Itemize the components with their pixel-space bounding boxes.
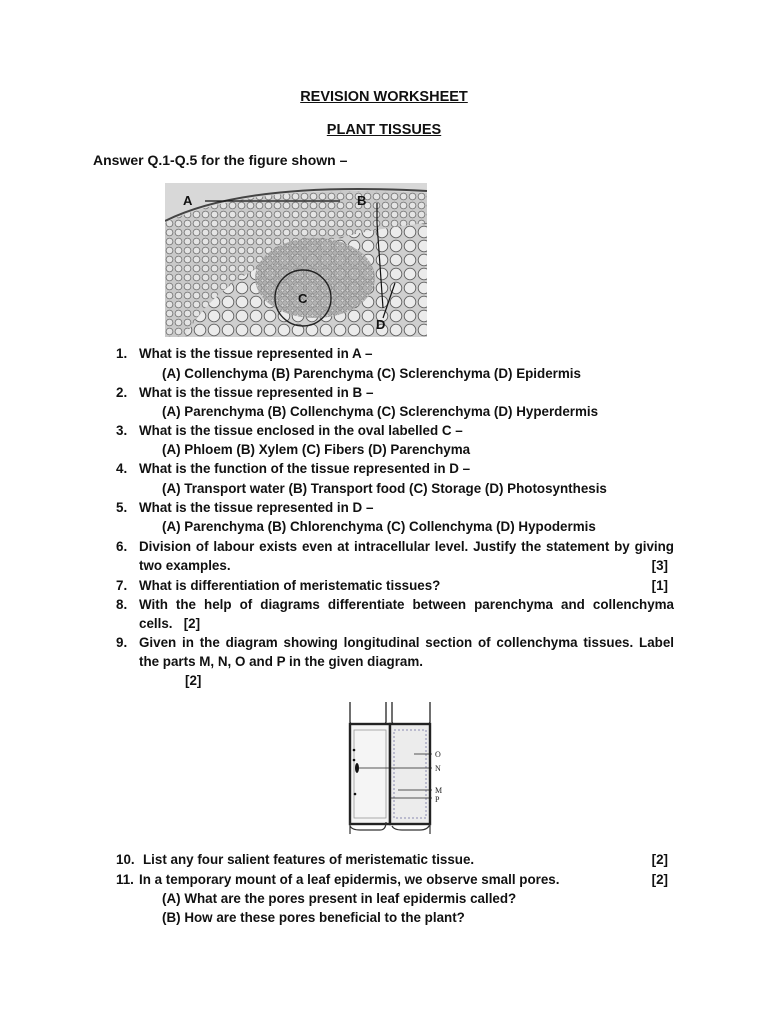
sub-question-label: (A) [162,891,181,906]
collenchyma-figure [340,702,450,834]
figure1-label-b: B [357,193,367,208]
figure1-label-a: A [183,193,193,208]
stem-section-figure [165,183,427,337]
question-text [139,633,674,690]
question-number: 11. [116,872,134,887]
question-line: the parts M, N, O and P in the given diagram. [139,654,423,669]
question-line: Given in the diagram showing longitudinal section of collenchyma tissues. Label [139,635,674,650]
question-text: What is the tissue represented in B – [139,385,374,400]
question-number: 1. [116,346,128,361]
figure2-label-p: P [435,795,440,804]
worksheet-title: REVISION WORKSHEET [300,89,468,105]
question-number: 10. [116,852,135,867]
question-options: (A) Parenchyma (B) Collenchyma (C) Sclerenchyma (D) Hyperdermis [162,404,599,419]
question-text [139,595,674,633]
worksheet-subtitle: PLANT TISSUES [326,122,442,138]
sub-question [162,908,465,927]
figure1-label-d: D [376,317,386,332]
question-number: 6. [116,539,128,554]
question-options: (A) Parenchyma (B) Chlorenchyma (C) Collenchyma (D) Hypodermis [162,519,596,534]
marks-badge: [2] [185,673,202,688]
sub-question [162,889,516,908]
figure1-label-c: C [298,291,308,306]
question-number: 7. [116,578,128,593]
sub-question-label: (B) [162,910,181,925]
question-line: What is differentiation of meristematic tissues? [139,578,441,593]
question-line: List any four salient features of meristematic tissue. [143,852,475,867]
sub-question-text: What are the pores present in leaf epidermis called? [184,891,517,906]
question-options: (A) Phloem (B) Xylem (C) Fibers (D) Parenchyma [162,442,471,457]
question-line: two examples. [139,558,231,573]
marks-badge: [1] [651,578,668,593]
question-options: (A) Transport water (B) Transport food (C) Storage (D) Photosynthesis [162,481,607,496]
figure2-label-m: M [435,786,443,795]
question-text: What is the tissue enclosed in the oval labelled C – [139,423,463,438]
marks-badge: [2] [183,616,201,631]
instruction-text: Answer Q.1-Q.5 for the figure shown – [93,152,348,168]
question-line: Division of labour exists even at intracellular level. Justify the statement by giving [139,539,674,554]
question-number: 2. [116,385,128,400]
question-options: (A) Collenchyma (B) Parenchyma (C) Sclerenchyma (D) Epidermis [162,366,581,381]
question-number: 3. [116,423,128,438]
question-line: In a temporary mount of a leaf epidermis, we observe small pores. [139,872,560,887]
figure2-label-n: N [435,764,441,773]
sub-question-text: How are these pores beneficial to the plant? [184,910,465,925]
question-text: What is the tissue represented in A – [139,346,373,361]
question-text [139,870,668,889]
question-text: What is the tissue represented in D – [139,500,374,515]
marks-badge: [3] [651,558,668,573]
question-number: 4. [116,461,128,476]
question-line: cells. [139,616,173,631]
question-text: What is the function of the tissue represented in D – [139,461,471,476]
question-number: 5. [116,500,128,515]
question-text [139,576,674,595]
figure2-label-o: O [435,750,441,759]
question-text [143,850,668,869]
question-text [139,537,674,575]
question-number: 8. [116,597,128,612]
marks-badge: [2] [651,852,668,867]
question-line: With the help of diagrams differentiate between parenchyma and collenchyma [139,597,674,612]
question-number: 9. [116,635,128,650]
marks-badge: [2] [651,872,668,887]
